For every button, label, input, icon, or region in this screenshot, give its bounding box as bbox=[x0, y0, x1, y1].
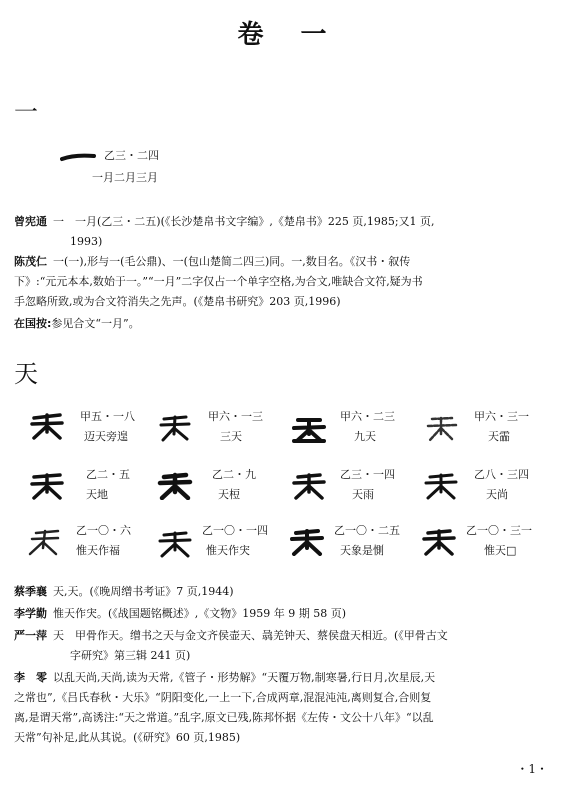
entry-line: 手忽略所致,或为合文符消失之先声。(《楚帛书研究》203 页,1996) bbox=[14, 295, 341, 308]
glyph-ref: 乙一〇・二五 bbox=[334, 524, 400, 537]
entry-line: 字研究》第三辑 241 页) bbox=[70, 649, 191, 662]
entry-line: 之常也”,《吕氏春秋・大乐》“阴阳变化,一上一下,合成两章,混混沌沌,离则复合,合则复 bbox=[14, 691, 432, 704]
seal-glyph-tian bbox=[156, 412, 194, 442]
glyph-ref: 乙三・一四 bbox=[340, 468, 395, 481]
glyph-reading: 天地 bbox=[86, 488, 108, 501]
seal-glyph-tian bbox=[290, 414, 328, 444]
entry-line: 天常”句补足,此从其说。(《研究》60 页,1985) bbox=[14, 731, 241, 744]
glyph-reading: 惟天作宊 bbox=[206, 544, 250, 557]
entry-author: 李 零 bbox=[14, 671, 47, 684]
seal-glyph-tian bbox=[420, 526, 458, 556]
seal-glyph-tian bbox=[422, 412, 460, 442]
glyph-reading: 迈天旁遑 bbox=[84, 430, 128, 443]
section-heading-yi: 一 bbox=[14, 98, 38, 126]
glyph-ref: 乙一〇・六 bbox=[76, 524, 131, 537]
glyph-reading: 天霝 bbox=[488, 430, 510, 443]
glyph-ref: 甲六・二三 bbox=[340, 410, 395, 423]
seal-glyph-tian bbox=[156, 470, 194, 500]
page-number: ・1・ bbox=[516, 762, 548, 776]
glyph-ref: 甲五・一八 bbox=[80, 410, 135, 423]
seal-glyph-tian bbox=[290, 470, 328, 500]
entry-zeng bbox=[14, 212, 554, 252]
entry-line: 天,天。(《晚周缯书考证》7 页,1944) bbox=[53, 585, 234, 598]
glyph-ref: 甲六・一三 bbox=[208, 410, 263, 423]
glyph-ref: 乙二・九 bbox=[212, 468, 256, 481]
glyph-reading: 三天 bbox=[220, 430, 242, 443]
entry-author: 在国按: bbox=[14, 317, 52, 330]
entry-chen bbox=[14, 252, 554, 312]
entry-author: 曾宪通 bbox=[14, 215, 47, 228]
glyph-reading: 天梪 bbox=[218, 488, 240, 501]
glyph-reading: 九天 bbox=[354, 430, 376, 443]
seal-glyph-yi bbox=[60, 150, 96, 164]
seal-glyph-tian bbox=[28, 470, 66, 500]
glyph-ref: 甲六・三一 bbox=[474, 410, 529, 423]
glyph-ref: 乙二・五 bbox=[86, 468, 130, 481]
entry-li-xueqin bbox=[14, 604, 554, 624]
entry-line: 离,是谓天常”,高诱注:“天之常道。”乱字,原文已残,陈邦怀据《左传・文公十八年》“以乱 bbox=[14, 711, 434, 724]
entry-li-ling bbox=[14, 668, 554, 748]
glyph-reading: 天象是惻 bbox=[340, 544, 384, 557]
entry-author: 李学勤 bbox=[14, 607, 47, 620]
page-title: 卷 一 bbox=[237, 20, 341, 50]
entry-line: 惟天作宊。(《战国题铭概述》,《文物》1959 年 9 期 58 页) bbox=[53, 607, 347, 620]
glyph-ref: 乙一〇・三一 bbox=[466, 524, 532, 537]
entry-line: 1993) bbox=[70, 235, 103, 248]
entry-line: 一(一),形与一(毛公鼎)、一(包山楚简二四三)同。一,数目名。《汉书・叙传 bbox=[53, 255, 411, 268]
entry-author: 蔡季襄 bbox=[14, 585, 47, 598]
glyph-reading: 惟天□ bbox=[484, 544, 517, 557]
entry-yan bbox=[14, 626, 554, 666]
glyph-ref: 乙一〇・一四 bbox=[202, 524, 268, 537]
entry-line: 以乱天尚,天尚,读为天常,《管子・形势解》“天覆万物,制寒暑,行日月,次星辰,天 bbox=[53, 671, 436, 684]
entry-author: 严一萍 bbox=[14, 629, 47, 642]
section-heading-tian: 天 bbox=[14, 360, 38, 388]
glyph-reading: 天雨 bbox=[352, 488, 374, 501]
entry-line: 一 一月(乙三・二五)(《长沙楚帛书文字编》,《楚帛书》225 页,1985;又1 页, bbox=[53, 215, 435, 228]
entry-zaiguo bbox=[14, 314, 554, 334]
seal-glyph-tian bbox=[28, 410, 66, 440]
glyph-reading: 天尚 bbox=[486, 488, 508, 501]
glyph-reading: 惟天作福 bbox=[76, 544, 120, 557]
seal-glyph-tian bbox=[156, 528, 194, 558]
entry-author: 陈茂仁 bbox=[14, 255, 47, 268]
glyph-reading: 一月二月三月 bbox=[92, 171, 158, 184]
seal-glyph-tian bbox=[288, 526, 326, 556]
glyph-ref: 乙三・二四 bbox=[104, 149, 159, 162]
seal-glyph-tian bbox=[26, 526, 64, 556]
entry-line: 下》:“元元本本,数始于一。”“一月”二字仅占一个单字空格,为合文,唯缺合文符,疑为书 bbox=[14, 275, 423, 288]
entry-line: 天 甲骨作天。缯书之天与金文齐侯壶天、骉羌钟天、蔡侯盘天相近。(《甲骨古文 bbox=[53, 629, 448, 642]
glyph-ref: 乙八・三四 bbox=[474, 468, 529, 481]
seal-glyph-tian bbox=[422, 470, 460, 500]
entry-cai bbox=[14, 582, 554, 602]
entry-line: 参见合文“一月”。 bbox=[51, 317, 140, 330]
